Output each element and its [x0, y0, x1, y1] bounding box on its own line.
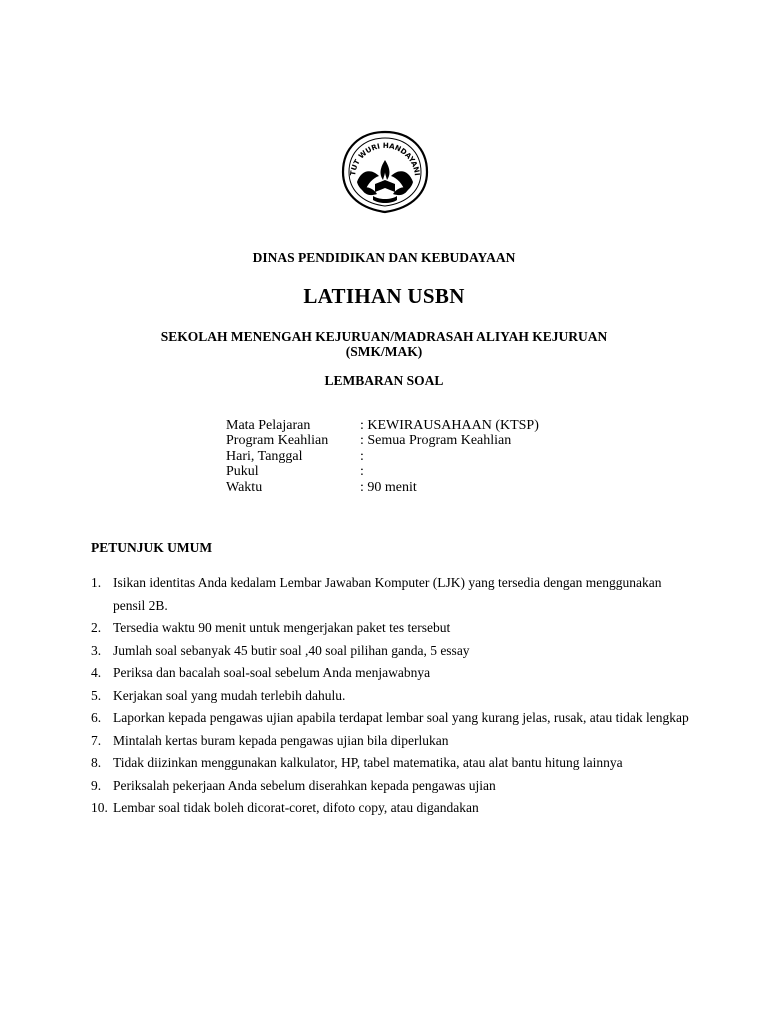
item-text: Periksa dan bacalah soal-soal sebelum Anda menjawabnya: [113, 665, 431, 680]
school-name-line-2: (SMK/MAK): [345, 344, 423, 359]
item-text: Mintalah kertas buram kepada pengawas ujian bila diperlukan: [113, 732, 449, 748]
school-name: [0, 329, 768, 359]
list-item: [91, 752, 691, 775]
info-value: : KEWIRAUSAHAAN (KTSP): [360, 418, 539, 433]
info-row-date: [226, 449, 539, 464]
sheet-type: LEMBARAN SOAL: [324, 373, 444, 388]
item-number: 6.: [91, 710, 102, 725]
info-label: Mata Pelajaran: [226, 418, 311, 433]
item-text: Laporkan kepada pengawas ujian apabila terdapat lembar soal yang kurang jelas, rusak, atau tidak lengkap: [113, 710, 689, 725]
document-title: LATIHAN USBN: [303, 284, 465, 308]
item-number: 1.: [91, 575, 102, 590]
list-item: [91, 707, 691, 730]
item-number: 10.: [91, 800, 108, 815]
item-number: 5.: [91, 687, 102, 703]
item-text: Jumlah soal sebanyak 45 butir soal ,40 soal pilihan ganda, 5 essay: [113, 642, 470, 658]
school-name-line-1: SEKOLAH MENENGAH KEJURUAN/MADRASAH ALIYAH KEJURUAN: [160, 329, 608, 344]
list-item: [91, 662, 691, 685]
info-value: : Semua Program Keahlian: [360, 433, 512, 449]
item-number: 3.: [91, 642, 102, 658]
list-item: [91, 775, 691, 798]
item-text: Kerjakan soal yang mudah terlebih dahulu.: [113, 687, 346, 703]
instructions-list: [91, 572, 691, 820]
item-number: 7.: [91, 732, 102, 748]
tut-wuri-handayani-emblem-icon: [335, 126, 435, 216]
item-number: 8.: [91, 755, 102, 770]
info-value: :: [360, 464, 364, 480]
item-number: 9.: [91, 777, 102, 793]
item-text: Tidak diizinkan menggunakan kalkulator, HP, tabel matematika, atau alat bantu hitung lainnya: [113, 755, 623, 770]
info-label: Waktu: [226, 479, 263, 495]
list-item: [91, 685, 691, 708]
info-row-duration: [226, 480, 539, 495]
item-text: Tersedia waktu 90 menit untuk mengerjakan paket tes tersebut: [113, 620, 451, 635]
list-item: [91, 572, 691, 617]
info-value: : 90 menit: [360, 479, 417, 495]
item-text: Isikan identitas Anda kedalam Lembar Jawaban Komputer (LJK) yang tersedia dengan menggunakan pensil 2B.: [113, 575, 662, 613]
institution-name: DINAS PENDIDIKAN DAN KEBUDAYAAN: [252, 250, 516, 265]
info-row-hour: [226, 464, 539, 479]
info-label: Pukul: [226, 464, 259, 480]
list-item: [91, 640, 691, 663]
item-text: Periksalah pekerjaan Anda sebelum diserahkan kepada pengawas ujian: [113, 777, 496, 793]
info-row-program: [226, 433, 539, 448]
info-value: :: [360, 448, 364, 464]
info-row-subject: [226, 418, 539, 433]
general-instructions-heading: PETUNJUK UMUM: [91, 540, 213, 555]
item-number: 2.: [91, 620, 102, 635]
list-item: [91, 617, 691, 640]
info-label: Program Keahlian: [226, 433, 329, 449]
info-label: Hari, Tanggal: [226, 448, 303, 464]
exam-info-table: [226, 418, 539, 495]
item-text: Lembar soal tidak boleh dicorat-coret, difoto copy, atau digandakan: [113, 800, 479, 815]
item-number: 4.: [91, 665, 102, 680]
svg-text:TUT WURI HANDAYANI: TUT WURI HANDAYANI: [348, 140, 422, 177]
list-item: [91, 797, 691, 820]
list-item: [91, 730, 691, 753]
